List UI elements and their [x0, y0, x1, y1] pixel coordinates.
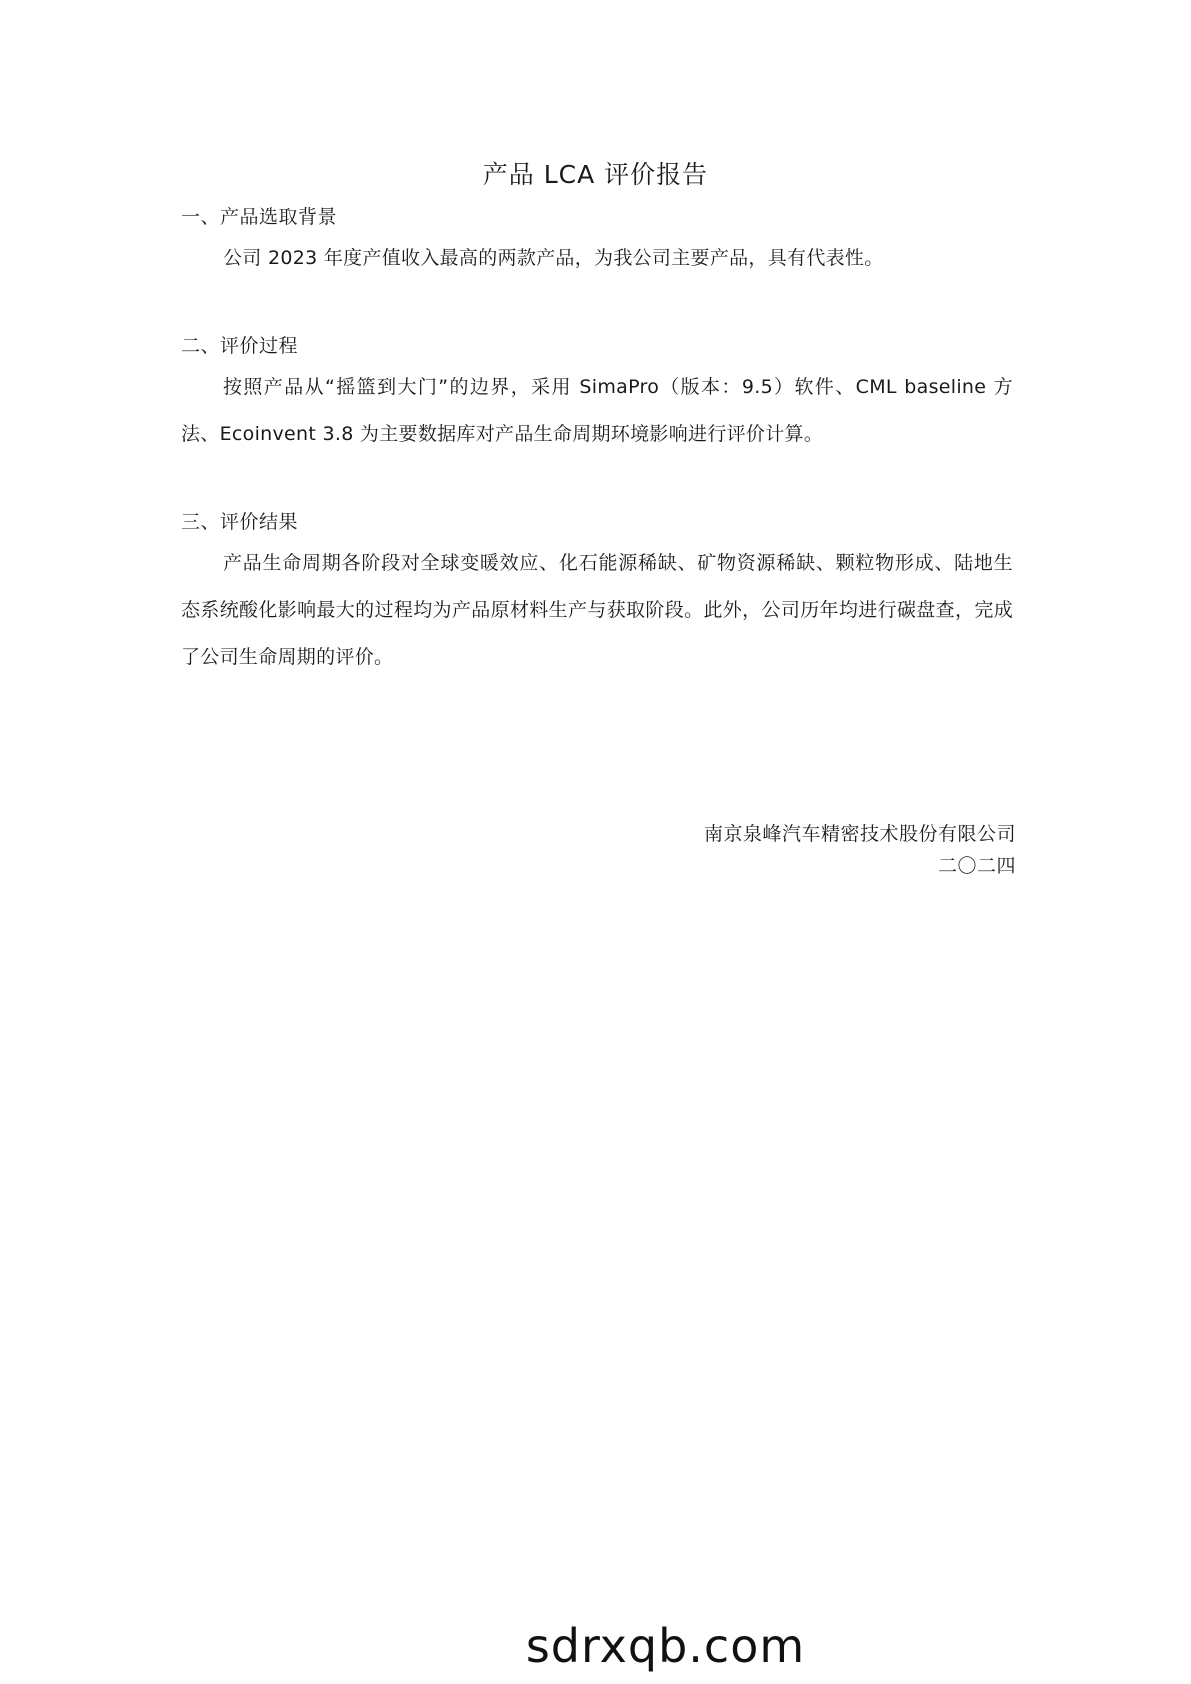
section-heading-process: 二、评价过程 [181, 335, 299, 357]
section-heading-result: 三、评价结果 [181, 511, 299, 533]
signature-year: 二〇二四 [937, 855, 1016, 877]
signature-block [704, 818, 1016, 882]
signature-company: 南京泉峰汽车精密技术股份有限公司 [703, 823, 1016, 845]
section-body-background: 公司 2023 年度产值收入最高的两款产品，为我公司主要产品，具有代表性。 [223, 247, 884, 269]
section-body-result: 产品生命周期各阶段对全球变暖效应、化石能源稀缺、矿物资源稀缺、颗粒物形成、陆地生态系统酸化影响最大的过程均为产品原材料生产与获取阶段。此外，公司历年均进行碳盘查，完成了公司生命周期的评价。 [181, 552, 1013, 668]
section-heading-background: 一、产品选取背景 [181, 206, 338, 228]
watermark-text: sdrxqb.com [525, 1619, 806, 1673]
page-title: 产品 LCA 评价报告 [482, 160, 709, 189]
section-body-process: 按照产品从“摇篮到大门”的边界，采用 SimaPro（版本：9.5）软件、CML baseline 方法、Ecoinvent 3.8 为主要数据库对产品生命周期环境影响进行评价计算。 [181, 376, 1013, 445]
